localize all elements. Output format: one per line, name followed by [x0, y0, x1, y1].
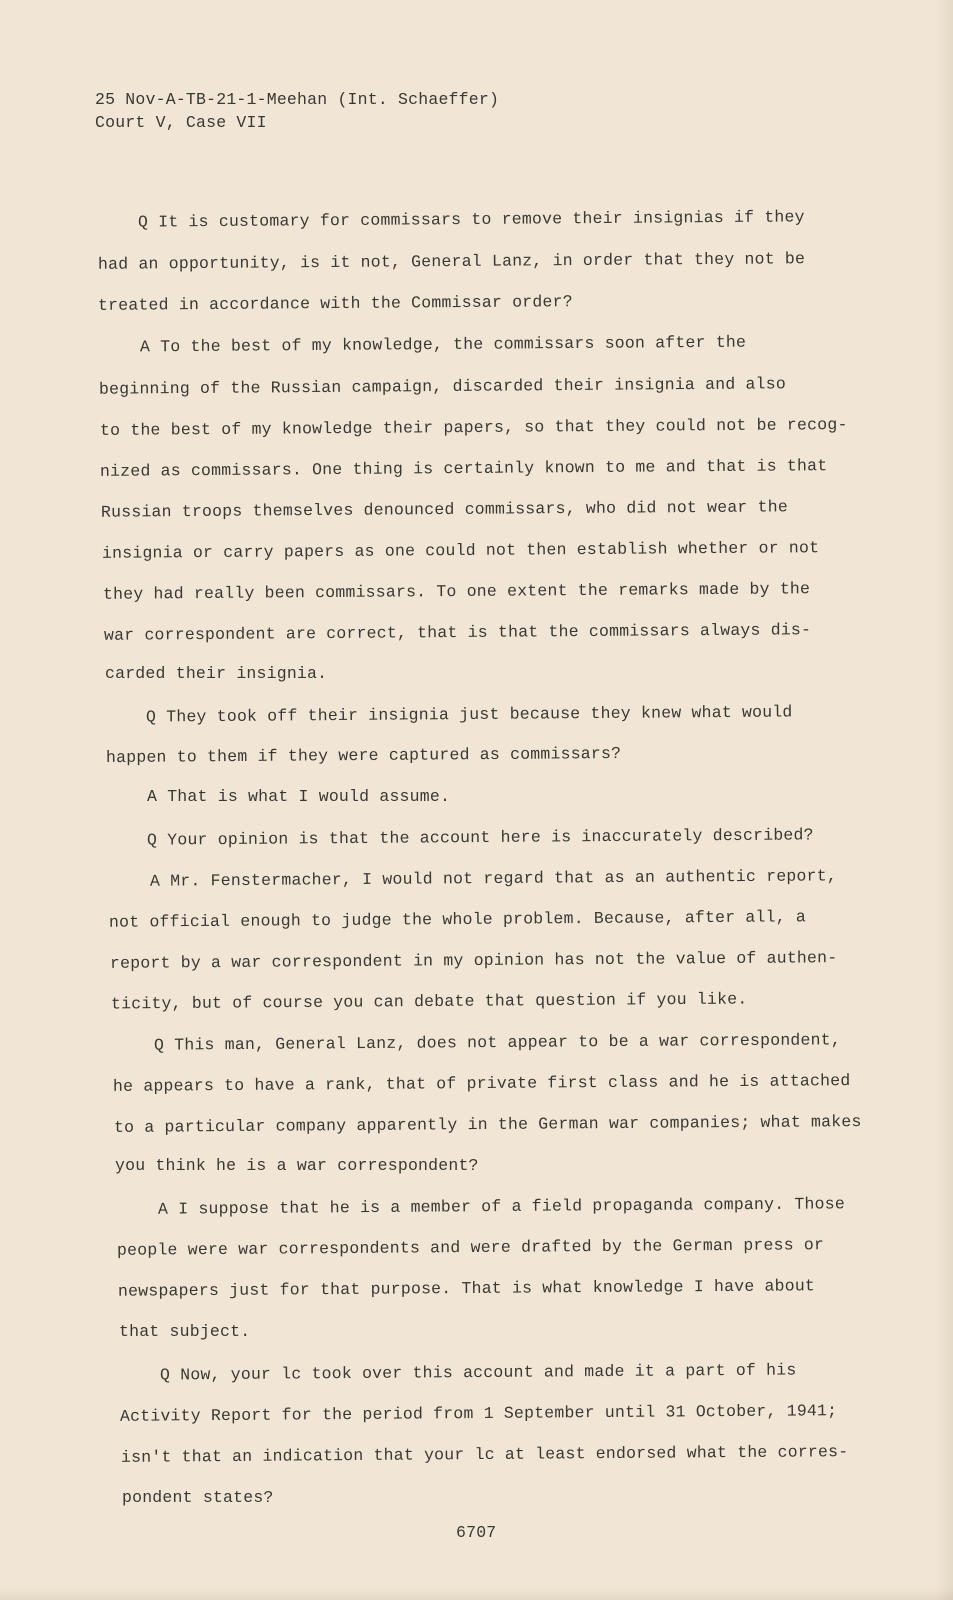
transcript-line: insignia or carry papers as one could not then establish whether or not — [101, 538, 820, 563]
transcript-line: A To the best of my knowledge, the commissars soon after the — [139, 332, 747, 357]
transcript-line: ticity, but of course you can debate that question if you like. — [110, 989, 748, 1014]
transcript-line: that subject. — [119, 1322, 251, 1341]
transcript-line: to the best of my knowledge their papers, so that they could not be recog- — [99, 415, 848, 440]
transcript-line: war correspondent are correct, that is that the commissars always dis- — [103, 620, 812, 645]
transcript-line: beginning of the Russian campaign, discarded their insignia and also — [98, 374, 786, 399]
case-reference: 25 Nov-A-TB-21-1-Meehan (Int. Schaeffer) — [95, 90, 500, 109]
transcript-line: he appears to have a rank, that of private first class and he is attached — [112, 1071, 851, 1096]
transcript-line: Q Now, your lc took over this account and made it a part of his — [159, 1360, 797, 1385]
transcript-line: Q They took off their insignia just because they knew what would — [145, 702, 793, 727]
transcript-line: Q It is customary for commissars to remove their insignias if they — [137, 207, 805, 232]
transcript-line: treated in accordance with the Commissar order? — [97, 292, 573, 315]
transcript-line: people were war correspondents and were drafted by the German press or — [116, 1235, 825, 1260]
transcript-line: not official enough to judge the whole problem. Because, after all, a — [108, 907, 807, 932]
transcript-line: to a particular company apparently in the German war companies; what makes — [113, 1112, 862, 1137]
transcript-line: they had really been commissars. To one extent the remarks made by the — [102, 579, 811, 604]
transcript-line: newspapers just for that purpose. That is what knowledge I have about — [117, 1276, 816, 1301]
transcript-line: Activity Report for the period from 1 September until 31 October, 1941; — [119, 1401, 838, 1426]
transcript-line: pondent states? — [122, 1488, 274, 1507]
transcript-line: A That is what I would assume. — [147, 787, 451, 806]
transcript-line: Q This man, General Lanz, does not appear to be a war correspondent, — [153, 1030, 841, 1055]
transcript-line: Russian troops themselves denounced commissars, who did not wear the — [100, 497, 788, 522]
transcript-line: happen to them if they were captured as commissars? — [105, 743, 622, 768]
court-case-line: Court V, Case VII — [95, 113, 267, 132]
transcript-line: A I suppose that he is a member of a field propaganda company. Those — [157, 1194, 845, 1219]
page-bottom-shadow — [0, 1586, 953, 1600]
page-edge-shadow — [935, 0, 953, 1600]
transcript-line: A Mr. Fenstermacher, I would not regard that as an authentic report, — [149, 866, 837, 891]
transcript-line: carded their insignia. — [105, 664, 328, 683]
transcript-line: nized as commissars. One thing is certainly known to me and that is that — [99, 456, 828, 481]
page-number: 6707 — [456, 1523, 497, 1542]
transcript-line: you think he is a war correspondent? — [115, 1156, 479, 1175]
transcript-line: Q Your opinion is that the account here is inaccurately described? — [146, 825, 814, 850]
transcript-line: had an opportunity, is it not, General Lanz, in order that they not be — [97, 249, 806, 274]
transcript-line: report by a war correspondent in my opinion has not the value of authen- — [109, 948, 838, 973]
transcript-line: isn't that an indication that your lc at least endorsed what the corres- — [120, 1442, 849, 1467]
